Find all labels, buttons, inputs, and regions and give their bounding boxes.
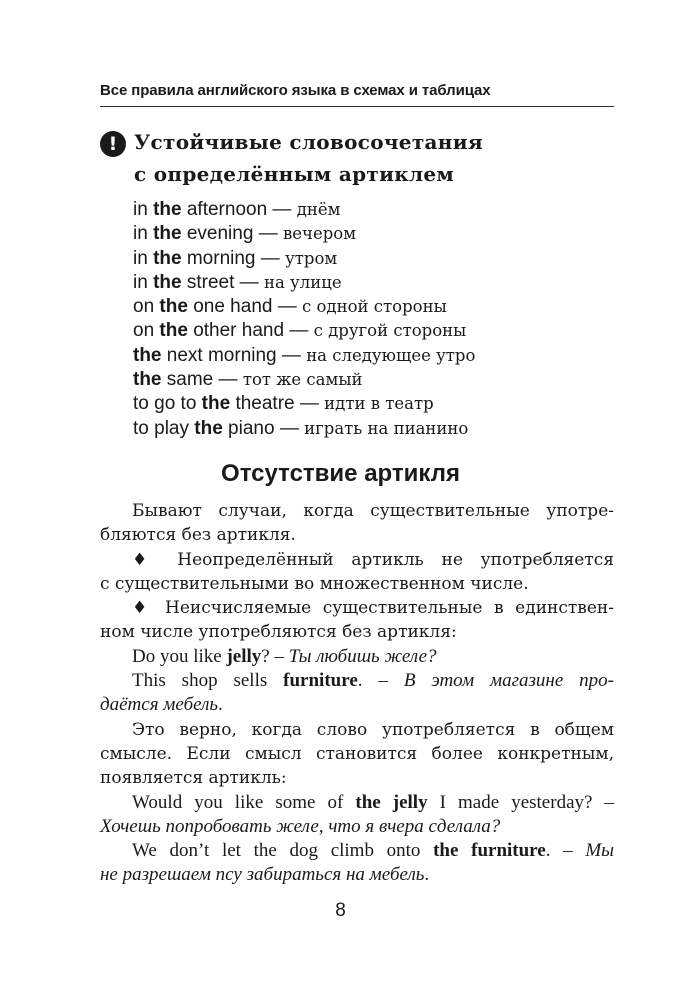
- phrase-post: piano: [222, 417, 275, 439]
- exclamation-circle-icon: !: [100, 131, 126, 157]
- phrase-list: [133, 198, 475, 441]
- example-3: [100, 791, 614, 840]
- phrase-translation: с одной стороны: [302, 297, 447, 317]
- phrase-translation: играть на пианино: [304, 418, 469, 438]
- phrase-pre: on: [133, 320, 160, 342]
- page-number: 8: [335, 900, 346, 921]
- phrase-translation: с другой стороны: [313, 321, 467, 341]
- phrase-post: evening: [181, 223, 254, 245]
- phrase-separator: —: [276, 344, 307, 366]
- phrase-item: [133, 344, 475, 368]
- phrase-separator: —: [213, 369, 243, 391]
- phrase-translation: тот же самый: [242, 370, 363, 390]
- example-ru: Ты любишь желе?: [288, 645, 437, 667]
- phrase-item: [133, 271, 475, 295]
- phrase-post: one hand: [187, 296, 273, 318]
- paragraph-general: [100, 718, 614, 791]
- phrase-post: other hand: [187, 320, 285, 342]
- paragraph-bullet-2: [100, 596, 614, 645]
- phrase-article: the: [153, 247, 182, 269]
- example-en: Would you like some of: [132, 791, 356, 813]
- paragraph-bullet-1: [100, 548, 614, 597]
- phrase-translation: на улице: [263, 272, 342, 292]
- phrase-item: [133, 368, 475, 392]
- phrase-post: morning: [181, 247, 256, 269]
- phrase-translation: утром: [285, 248, 338, 268]
- example-end: .: [218, 694, 223, 716]
- text-line: смысле. Если смысл становится более конкретным,: [100, 743, 614, 764]
- example-sep: . –: [545, 840, 586, 862]
- phrase-pre: in: [133, 247, 154, 269]
- phrase-item: [133, 392, 475, 416]
- box-title-line-2: с определённым артиклем: [134, 162, 455, 186]
- phrase-separator: —: [267, 199, 297, 220]
- example-sep: ,: [318, 815, 329, 837]
- text-line: ♦ Неопределённый артикль не употребляется: [132, 549, 614, 570]
- phrase-post: afternoon: [181, 199, 268, 220]
- phrase-pre: in: [133, 271, 154, 293]
- phrase-article: the: [153, 199, 182, 220]
- example-ru: даётся мебель: [100, 694, 219, 716]
- example-en: This shop sells: [132, 670, 284, 692]
- example-sep: . –: [357, 670, 404, 692]
- example-bold: furniture: [283, 670, 358, 692]
- text-line: появляется артикль:: [100, 768, 287, 789]
- text-line: с существительными во множественном числе.: [100, 573, 529, 594]
- example-sep: ? –: [261, 645, 289, 667]
- phrase-article: the: [153, 271, 182, 293]
- phrase-article: the: [153, 223, 182, 245]
- phrase-post: next morning: [161, 344, 277, 366]
- phrase-separator: —: [274, 417, 305, 439]
- example-ru: не разрешаем псу забираться на мебель: [100, 864, 425, 886]
- running-header: Все правила английского языка в схемах и таблицах: [100, 82, 491, 99]
- phrase-translation: на следующее утро: [306, 345, 476, 365]
- box-title: [134, 126, 483, 190]
- text-line: Это верно, когда слово употребляется в общем: [132, 719, 614, 740]
- phrase-article: the: [201, 393, 231, 415]
- phrase-separator: —: [255, 247, 286, 269]
- section-title: Отсутствие артикля: [221, 460, 460, 487]
- text-line: Бывают случаи, когда существительные употре-: [132, 501, 614, 521]
- phrase-post: street: [181, 271, 235, 293]
- phrase-item: [133, 198, 475, 222]
- phrase-separator: —: [253, 223, 283, 245]
- example-en: I made yesterday? –: [427, 791, 614, 813]
- example-en: Do you like: [132, 645, 227, 667]
- phrase-translation: вечером: [282, 224, 357, 244]
- phrase-separator: —: [272, 296, 303, 318]
- example-ru: что я вчера сделала?: [328, 815, 501, 837]
- phrase-pre: to go to: [133, 393, 202, 415]
- paragraph-intro: [100, 499, 614, 548]
- text-line: ном числе употребляются без артикля:: [100, 622, 457, 643]
- text-line: бляются без артикля.: [100, 525, 296, 546]
- example-bold: jelly: [226, 645, 262, 667]
- phrase-article: the: [194, 417, 223, 439]
- phrase-article: the: [133, 369, 162, 391]
- phrase-post: same: [161, 369, 214, 391]
- example-en: We don’t let the dog climb onto: [132, 840, 434, 862]
- phrase-item: [133, 319, 475, 343]
- phrase-article: the: [133, 344, 162, 366]
- header-divider: [100, 106, 614, 107]
- example-bold: the furniture: [433, 840, 546, 862]
- phrase-translation: идти в театр: [324, 394, 434, 414]
- example-2: [100, 669, 614, 718]
- example-4: [100, 839, 614, 888]
- example-ru: В этом магазине про-: [403, 670, 615, 692]
- example-bold: the jelly: [355, 791, 428, 813]
- phrase-pre: in: [133, 199, 154, 220]
- example-1: [100, 645, 614, 669]
- phrase-item: [133, 222, 475, 246]
- example-ru: Мы: [585, 840, 615, 862]
- phrase-article: the: [159, 296, 188, 318]
- phrase-item: [133, 247, 475, 271]
- example-ru: Хочешь попробовать желе: [100, 815, 319, 837]
- phrase-post: theatre: [230, 393, 295, 415]
- phrase-separator: —: [234, 271, 264, 293]
- phrase-translation: днём: [296, 200, 341, 219]
- example-end: .: [424, 864, 430, 886]
- text-line: ♦ Неисчисляемые существительные в единствен-: [132, 598, 614, 619]
- phrase-separator: —: [284, 320, 314, 342]
- phrase-separator: —: [294, 393, 325, 415]
- phrase-pre: on: [133, 296, 160, 318]
- phrase-pre: in: [133, 223, 154, 245]
- phrase-article: the: [159, 320, 188, 342]
- phrase-pre: to play: [133, 417, 195, 439]
- phrase-item: [133, 417, 475, 441]
- phrase-item: [133, 295, 475, 319]
- box-title-line-1: Устойчивые словосочетания: [134, 130, 483, 154]
- section-body: [100, 499, 614, 888]
